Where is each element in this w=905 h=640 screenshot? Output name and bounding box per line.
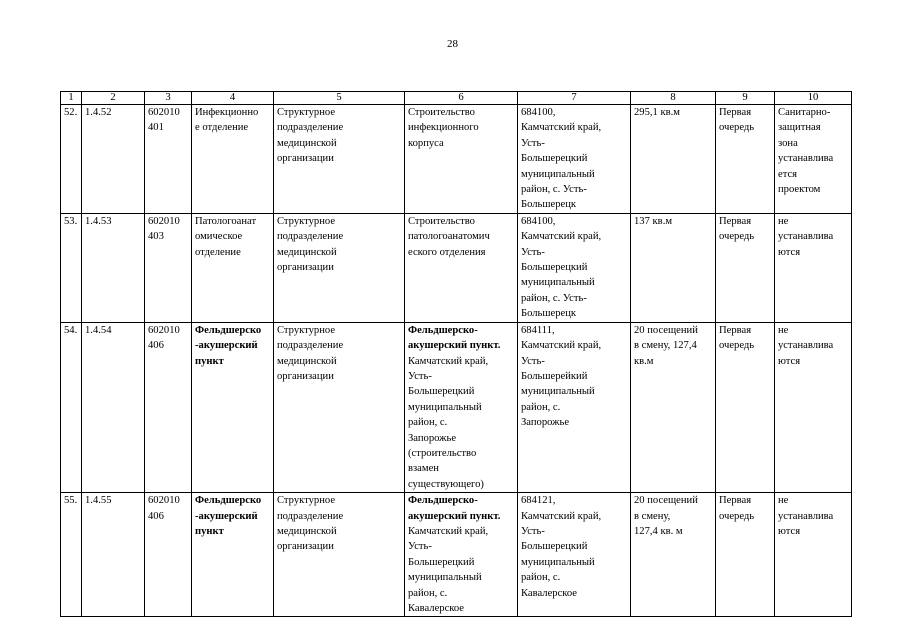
object-location: 684121, Камчатский край, Усть- Большерецкий муниципальный район, с. Кавалерское — [518, 493, 631, 617]
table-row — [61, 322, 852, 492]
object-zone: не устанавлива ются — [775, 213, 852, 322]
column-header: 6 — [405, 92, 518, 105]
column-header: 4 — [192, 92, 274, 105]
object-type: Структурное подразделение медицинской организации — [274, 105, 405, 214]
object-capacity: 295,1 кв.м — [631, 105, 716, 214]
column-header: 2 — [82, 92, 145, 105]
object-code: 1.4.53 — [82, 213, 145, 322]
object-location: 684100, Камчатский край, Усть- Большерецкий муниципальный район, с. Усть- Большерецк — [518, 213, 631, 322]
object-name: Инфекционно е отделение — [192, 105, 274, 214]
object-code: 1.4.55 — [82, 493, 145, 617]
object-purpose: Строительство патологоанатомич еского отделения — [405, 213, 518, 322]
object-zone: не устанавлива ются — [775, 493, 852, 617]
column-header: 9 — [716, 92, 775, 105]
object-type: Структурное подразделение медицинской организации — [274, 322, 405, 492]
table-row — [61, 493, 852, 617]
object-queue: Первая очередь — [716, 213, 775, 322]
object-name: Фельдшерско -акушерский пункт — [192, 493, 274, 617]
object-capacity: 137 кв.м — [631, 213, 716, 322]
object-purpose: Камчатский край, Усть- Большерецкий муниципальный район, с. Запорожье (строительство взамен существующего) — [408, 355, 489, 490]
object-code: 1.4.52 — [82, 105, 145, 214]
object-purpose-title: Фельдшерско- акушерский пункт. — [408, 324, 501, 352]
table-header-row — [61, 92, 852, 105]
object-id: 602010 406 — [145, 493, 192, 617]
row-number: 55. — [61, 493, 82, 617]
object-id: 602010 401 — [145, 105, 192, 214]
table-row — [61, 213, 852, 322]
object-id: 602010 403 — [145, 213, 192, 322]
page-number: 28 — [447, 38, 458, 50]
column-header: 5 — [274, 92, 405, 105]
object-queue: Первая очередь — [716, 493, 775, 617]
object-capacity: 20 посещений в смену, 127,4 кв. м — [631, 493, 716, 617]
column-header: 7 — [518, 92, 631, 105]
object-code: 1.4.54 — [82, 322, 145, 492]
objects-table — [60, 91, 852, 617]
column-header: 8 — [631, 92, 716, 105]
object-purpose: Строительство инфекционного корпуса — [405, 105, 518, 214]
table-row — [61, 105, 852, 214]
object-purpose: Камчатский край, Усть- Большерецкий муниципальный район, с. Кавалерское — [408, 525, 489, 614]
row-number: 54. — [61, 322, 82, 492]
object-purpose-title: Фельдшерско- акушерский пункт. — [408, 495, 501, 522]
object-purpose-cell — [405, 493, 518, 617]
object-location: 684100, Камчатский край, Усть- Большерецкий муниципальный район, с. Усть- Большерецк — [518, 105, 631, 214]
object-name: Патологоанат омическое отделение — [192, 213, 274, 322]
object-name: Фельдшерско -акушерский пункт — [192, 322, 274, 492]
object-zone: Санитарно- защитная зона устанавлива ется проектом — [775, 105, 852, 214]
object-type: Структурное подразделение медицинской организации — [274, 213, 405, 322]
column-header: 3 — [145, 92, 192, 105]
object-zone: не устанавлива ются — [775, 322, 852, 492]
object-id: 602010 406 — [145, 322, 192, 492]
row-number: 53. — [61, 213, 82, 322]
object-queue: Первая очередь — [716, 105, 775, 214]
object-location: 684111, Камчатский край, Усть- Большерейкий муниципальный район, с. Запорожье — [518, 322, 631, 492]
object-type: Структурное подразделение медицинской организации — [274, 493, 405, 617]
object-capacity: 20 посещений в смену, 127,4 кв.м — [631, 322, 716, 492]
column-header: 10 — [775, 92, 852, 105]
row-number: 52. — [61, 105, 82, 214]
column-header: 1 — [61, 92, 82, 105]
object-purpose-cell — [405, 322, 518, 492]
object-queue: Первая очередь — [716, 322, 775, 492]
